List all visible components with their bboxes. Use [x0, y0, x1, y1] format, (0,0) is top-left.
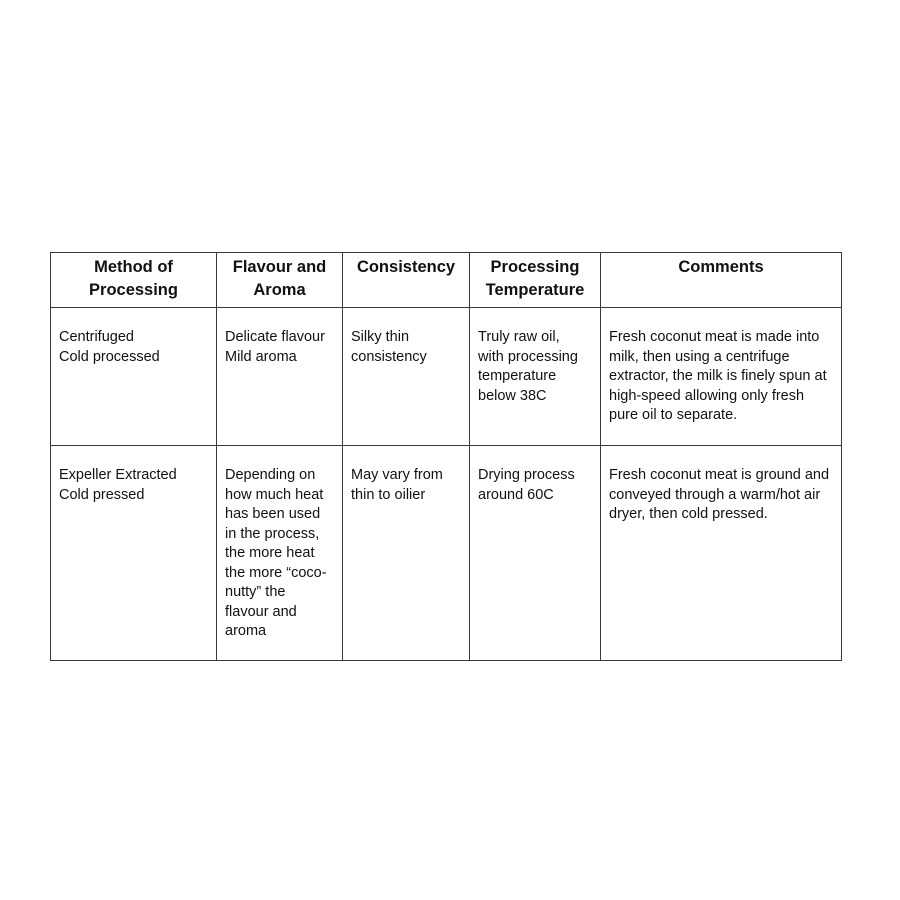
cell-flavour: Delicate flavour Mild aroma [217, 308, 343, 446]
table-row [51, 446, 842, 661]
cell-method: Expeller Extracted Cold pressed [51, 446, 217, 661]
cell-consistency: Silky thin consistency [343, 308, 470, 446]
cell-temperature: Drying process around 60C [470, 446, 601, 661]
table-row [51, 308, 842, 446]
cell-method: Centrifuged Cold processed [51, 308, 217, 446]
cell-consistency: May vary from thin to oilier [343, 446, 470, 661]
cell-flavour: Depending on how much heat has been used in the process, the more heat the more “coco- nutty” the flavour and aroma [217, 446, 343, 661]
header-method-of-processing: Method of Processing [51, 253, 217, 308]
cell-comments: Fresh coconut meat is made into milk, then using a centrifuge extractor, the milk is finely spun at high-speed allowing only fresh pure oil to separate. [601, 308, 842, 446]
header-comments: Comments [601, 253, 842, 308]
header-flavour-and-aroma: Flavour and Aroma [217, 253, 343, 308]
cell-comments: Fresh coconut meat is ground and conveyed through a warm/hot air dryer, then cold pressed. [601, 446, 842, 661]
header-processing-temperature: Processing Temperature [470, 253, 601, 308]
coconut-oil-processing-table [50, 252, 842, 661]
table-header-row [51, 253, 842, 308]
header-consistency: Consistency [343, 253, 470, 308]
cell-temperature: Truly raw oil, with processing temperature below 38C [470, 308, 601, 446]
